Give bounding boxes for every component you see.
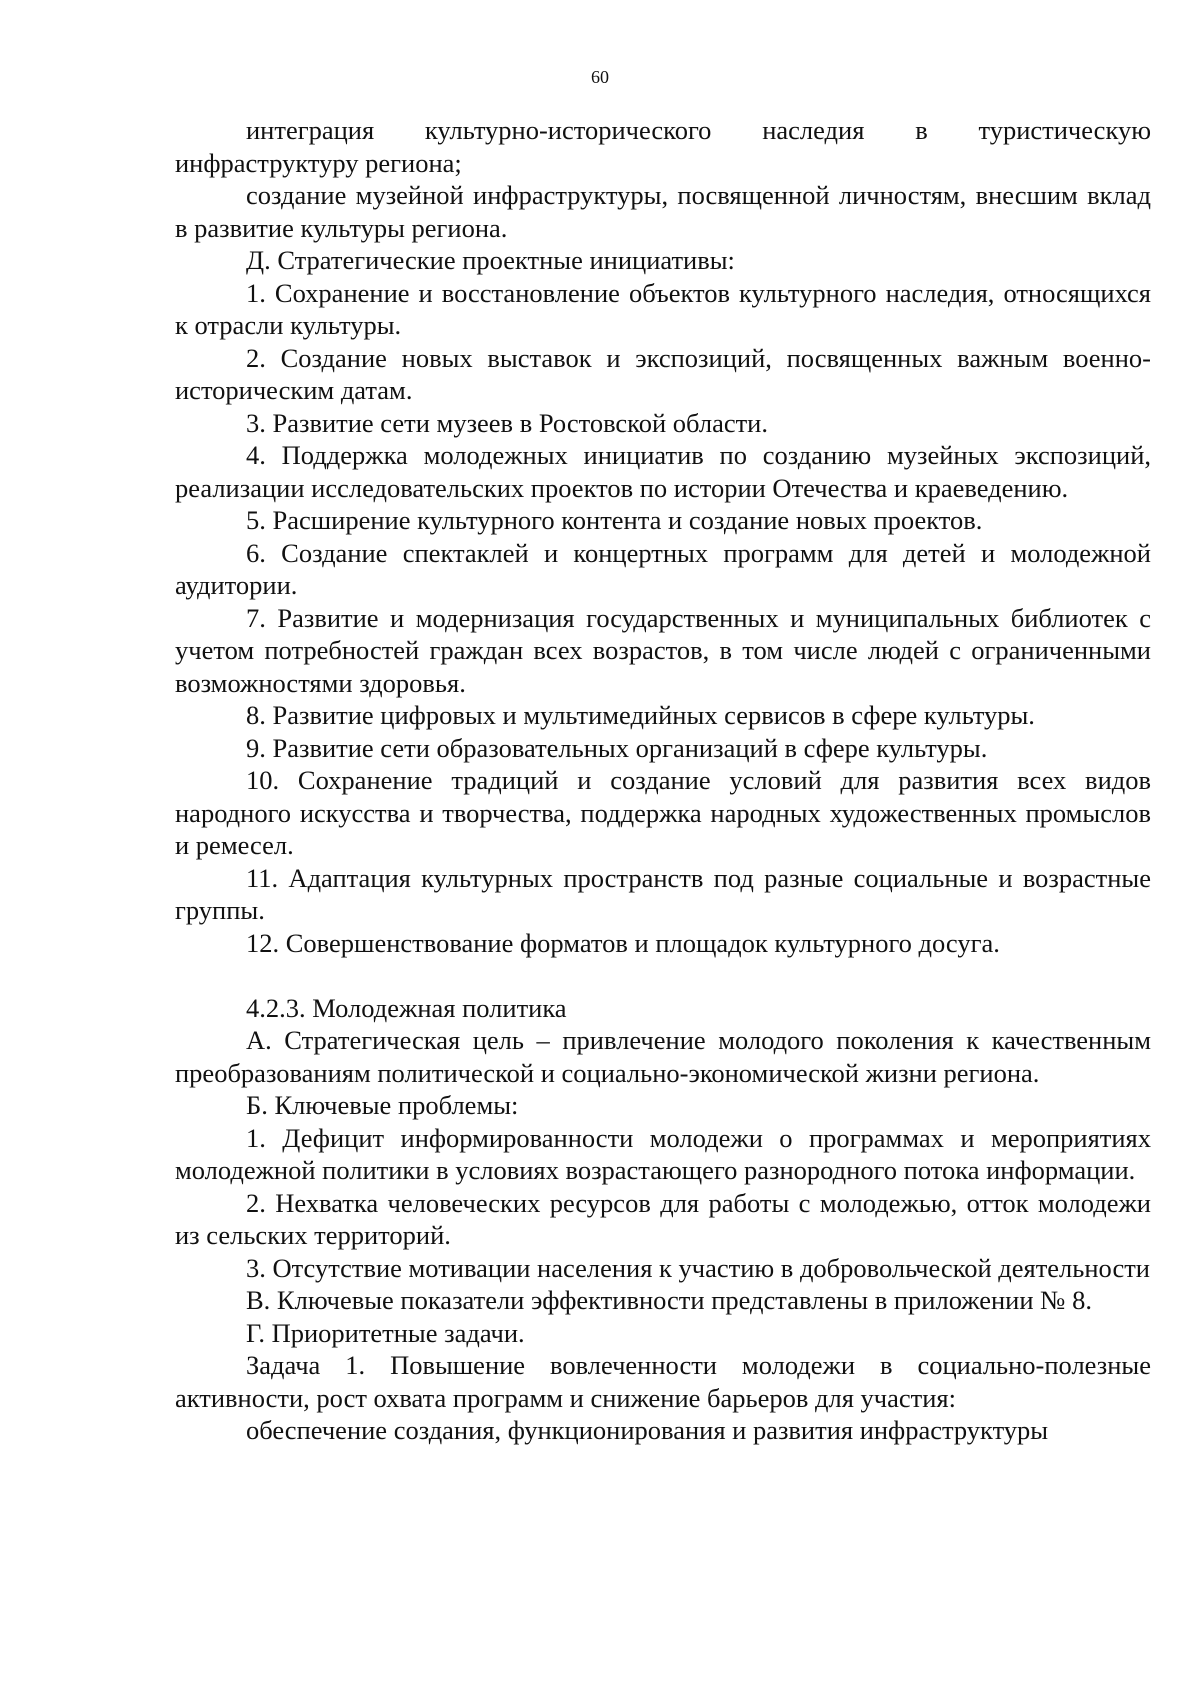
paragraph: 10. Сохранение традиций и создание условий для развития всех видов народного искусства и творчества, поддержка народных художественных промыслов и ремесел. bbox=[175, 765, 1151, 860]
paragraph: 3. Отсутствие мотивации населения к участию в добровольческой деятельности bbox=[246, 1252, 1150, 1283]
paragraph: 2. Нехватка человеческих ресурсов для работы с молодежью, отток молодежи из сельских территорий. bbox=[175, 1187, 1151, 1250]
paragraph: 6. Создание спектаклей и концертных программ для детей и молодежной аудитории. bbox=[175, 537, 1151, 600]
paragraph: 1. Сохранение и восстановление объектов культурного наследия, относящихся к отрасли культуры. bbox=[175, 277, 1151, 340]
paragraph: 1. Дефицит информированности молодежи о программах и мероприятиях молодежной политики в условиях возрастающего разнородного потока информации. bbox=[175, 1122, 1151, 1185]
paragraph: А. Стратегическая цель – привлечение молодого поколения к качественным преобразованиям политической и социально-экономической жизни региона. bbox=[175, 1025, 1151, 1088]
paragraph-spacer bbox=[175, 959, 1151, 992]
paragraph: 7. Развитие и модернизация государственных и муниципальных библиотек с учетом потребностей граждан всех возрастов, в том числе людей с ограниченными возможностями здоровья. bbox=[175, 602, 1151, 698]
paragraph: Б. Ключевые проблемы: bbox=[246, 1090, 519, 1120]
paragraph: создание музейной инфраструктуры, посвященной личностям, внесшим вклад в развитие культуры региона. bbox=[175, 180, 1151, 243]
paragraph: 11. Адаптация культурных пространств под разные социальные и возрастные группы. bbox=[175, 862, 1151, 925]
paragraph: Д. Стратегические проектные инициативы: bbox=[246, 245, 735, 275]
paragraph: 12. Совершенствование форматов и площадок культурного досуга. bbox=[246, 927, 1000, 958]
paragraph: интеграция культурно-исторического наследия в туристическую инфраструктуру региона; bbox=[175, 115, 1151, 178]
paragraph: обеспечение создания, функционирования и развития инфраструктуры bbox=[246, 1415, 1049, 1445]
paragraph: В. Ключевые показатели эффективности представлены в приложении № 8. bbox=[246, 1285, 1092, 1315]
paragraph: 4.2.3. Молодежная политика bbox=[246, 992, 567, 1023]
document-body bbox=[175, 114, 1151, 1447]
paragraph: 8. Развитие цифровых и мультимедийных сервисов в сфере культуры. bbox=[246, 700, 1035, 730]
paragraph: 2. Создание новых выставок и экспозиций, посвященных важным военно-историческим датам. bbox=[175, 342, 1151, 405]
paragraph: Г. Приоритетные задачи. bbox=[246, 1317, 525, 1348]
page-number: 60 bbox=[591, 67, 609, 87]
paragraph: Задача 1. Повышение вовлеченности молодежи в социально-полезные активности, рост охвата программ и снижение барьеров для участия: bbox=[175, 1350, 1151, 1413]
paragraph: 3. Развитие сети музеев в Ростовской области. bbox=[246, 407, 768, 438]
paragraph: 9. Развитие сети образовательных организаций в сфере культуры. bbox=[246, 732, 988, 763]
paragraph: 4. Поддержка молодежных инициатив по созданию музейных экспозиций, реализации исследовательских проектов по истории Отечества и краеведению. bbox=[175, 440, 1151, 503]
paragraph: 5. Расширение культурного контента и создание новых проектов. bbox=[246, 505, 983, 535]
